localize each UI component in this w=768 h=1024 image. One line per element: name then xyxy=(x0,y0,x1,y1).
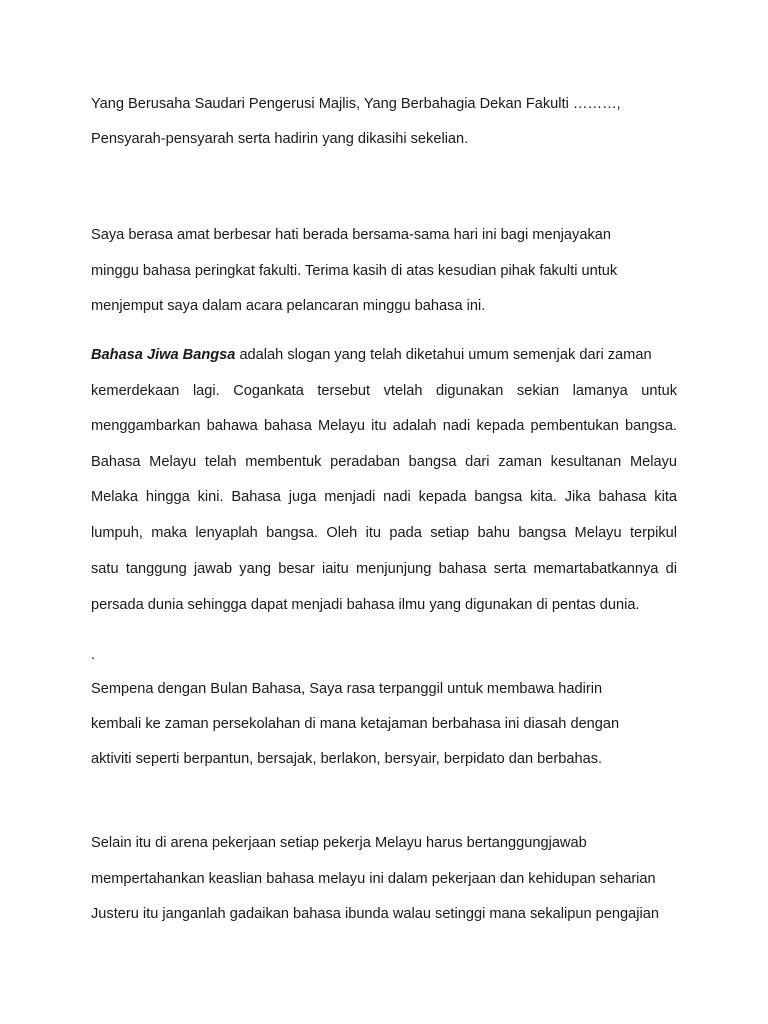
paragraph-2-line-7: satu tanggung jawab yang besar iaitu menjunjung bahasa serta memartabatkannya di xyxy=(91,561,677,577)
paragraph-4-line-1: Selain itu di arena pekerjaan setiap pekerja Melayu harus bertanggungjawab xyxy=(91,835,587,851)
paragraph-4-line-3: Justeru itu janganlah gadaikan bahasa ibunda walau setinggi mana sekalipun pengajian xyxy=(91,906,659,922)
paragraph-1-line-2: minggu bahasa peringkat fakulti. Terima kasih di atas kesudian pihak fakulti untuk xyxy=(91,263,618,279)
paragraph-3-line-2: kembali ke zaman persekolahan di mana ketajaman berbahasa ini diasah dengan xyxy=(91,716,620,732)
slogan-text: Bahasa Jiwa Bangsa xyxy=(91,347,236,363)
paragraph-2-line-6: lumpuh, maka lenyaplah bangsa. Oleh itu pada setiap bahu bangsa Melayu terpikul xyxy=(91,525,677,541)
paragraph-2-line-1 xyxy=(91,346,652,364)
paragraph-2-line-3: menggambarkan bahawa bahasa Melayu itu adalah nadi kepada pembentukan bangsa. xyxy=(91,418,677,434)
paragraph-4-line-2: mempertahankan keaslian bahasa melayu ini dalam pekerjaan dan kehidupan seharian xyxy=(91,871,656,887)
paragraph-2-line-1-rest: adalah slogan yang telah diketahui umum semenjak dari zaman xyxy=(235,347,652,363)
paragraph-2-line-2: kemerdekaan lagi. Cogankata tersebut vtelah digunakan sekian lamanya untuk xyxy=(91,383,677,399)
stray-dot: . xyxy=(91,647,96,663)
paragraph-2-line-8: persada dunia sehingga dapat menjadi bahasa ilmu yang digunakan di pentas dunia. xyxy=(91,597,640,613)
paragraph-2-line-4: Bahasa Melayu telah membentuk peradaban bangsa dari zaman kesultanan Melayu xyxy=(91,454,677,470)
paragraph-2-line-5: Melaka hingga kini. Bahasa juga menjadi nadi kepada bangsa kita. Jika bahasa kita xyxy=(91,489,677,505)
paragraph-3-line-3: aktiviti seperti berpantun, bersajak, berlakon, bersyair, berpidato dan berbahas. xyxy=(91,751,603,767)
greeting-line-2: Pensyarah-pensyarah serta hadirin yang dikasihi sekelian. xyxy=(91,131,469,147)
paragraph-1-line-3: menjemput saya dalam acara pelancaran minggu bahasa ini. xyxy=(91,298,486,314)
paragraph-3-line-1: Sempena dengan Bulan Bahasa, Saya rasa terpanggil untuk membawa hadirin xyxy=(91,681,603,697)
paragraph-1-line-1: Saya berasa amat berbesar hati berada bersama-sama hari ini bagi menjayakan xyxy=(91,227,611,243)
greeting-line-1: Yang Berusaha Saudari Pengerusi Majlis, Yang Berbahagia Dekan Fakulti ………, xyxy=(91,96,621,112)
